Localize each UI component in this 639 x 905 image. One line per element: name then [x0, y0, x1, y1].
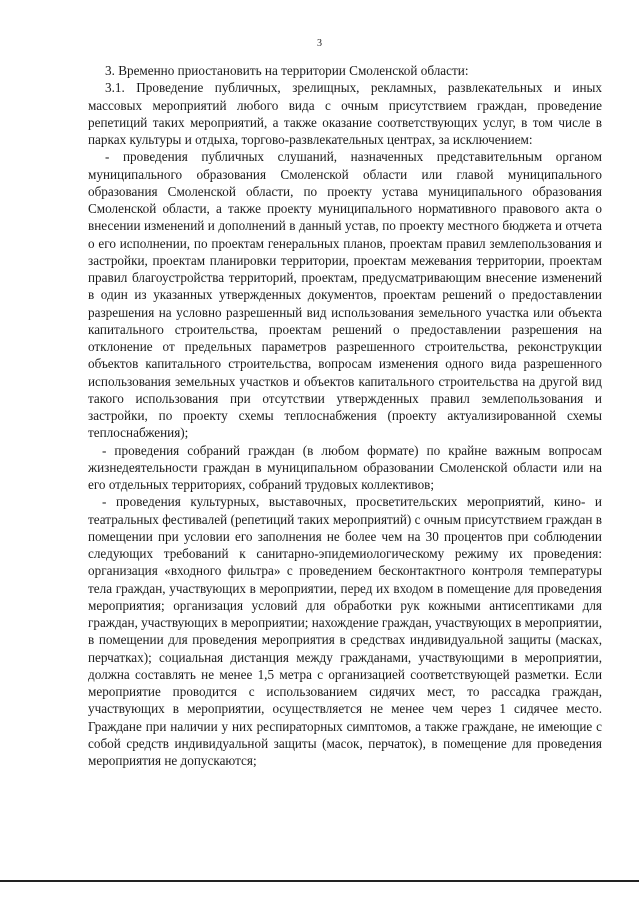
paragraph-citizen-meetings-exception: - проведения собраний граждан (в любом формате) по крайне важным вопросам жизнедеятельности граждан в муниципальном образовании Смоленской области или на его отдельных территориях, собраний трудовых коллективов;	[88, 442, 602, 492]
footer-divider-line	[0, 880, 639, 882]
page-number: 3	[317, 38, 322, 49]
document-body	[88, 62, 602, 769]
paragraph-cultural-events-exception: - проведения культурных, выставочных, просветительских мероприятий, кино- и театральных фестивалей (репетиций таких мероприятий) с очным присутствием граждан в помещении при условии его заполнения не более чем на 30 процентов при соблюдении следующих требований к санитарно-эпидемиологическому режиму их проведения: организация «входного фильтра» с проведением бесконтактного контроля температуры тела граждан, участвующих в мероприятии, перед их входом в помещение для проведения мероприятия; организация условий для обработки рук кожными антисептиками для граждан, участвующих в мероприятии; нахождение граждан, участвующих в мероприятии, в помещении для проведения мероприятия в средствах индивидуальной защиты (масках, перчатках); социальная дистанция между гражданами, участвующими в мероприятии, должна составлять не менее 1,5 метра с организацией соответствующей разметки. Если мероприятие проводится с использованием сидячих мест, то рассадка граждан, участвующих в мероприятии, осуществляется не менее чем через 1 сидячее место. Граждане при наличии у них респираторных симптомов, а также граждане, не имеющие с собой средств индивидуальной защиты (масок, перчаток), в помещение для проведения мероприятия не допускаются;	[88, 494, 602, 768]
paragraph-public-hearings-exception: - проведения публичных слушаний, назначенных представительным органом муниципального образования Смоленской области или главой муниципального образования Смоленской области, по проекту устава муниципального образования Смоленской области, а также проекту муниципального нормативного правового акта о внесении изменений и дополнений в данный устав, по проекту местного бюджета и отчета о его исполнении, по проектам генеральных планов, проектам правил землепользования и застройки, проектам планировки территории, проектам межевания территории, проектам правил благоустройства территорий, проектам, предусматривающим внесение изменений в один из указанных утвержденных документов, проектам решений о предоставлении разрешения на условно разрешенный вид использования земельного участка или объекта капитального строительства, проектам решений о предоставлении разрешения на отклонение от предельных параметров разрешенного строительства, реконструкции объектов капитального строительства, вопросам изменения одного вида разрешенного использования земельных участков и объектов капитального строительства на другой вид такого использования при отсутствии утвержденных правил землепользования и застройки, по проекту схемы теплоснабжения (проекту актуализированной схемы теплоснабжения);	[88, 149, 602, 441]
paragraph-section-3-1: 3.1. Проведение публичных, зрелищных, рекламных, развлекательных и иных массовых мероприятий любого вида с очным присутствием граждан, проведение репетиций таких мероприятий, а также оказание соответствующих услуг, в том числе в парках культуры и отдыха, торгово-развлекательных центрах, за исключением:	[88, 80, 602, 147]
paragraph-section-3-heading: 3. Временно приостановить на территории Смоленской области:	[105, 63, 469, 78]
